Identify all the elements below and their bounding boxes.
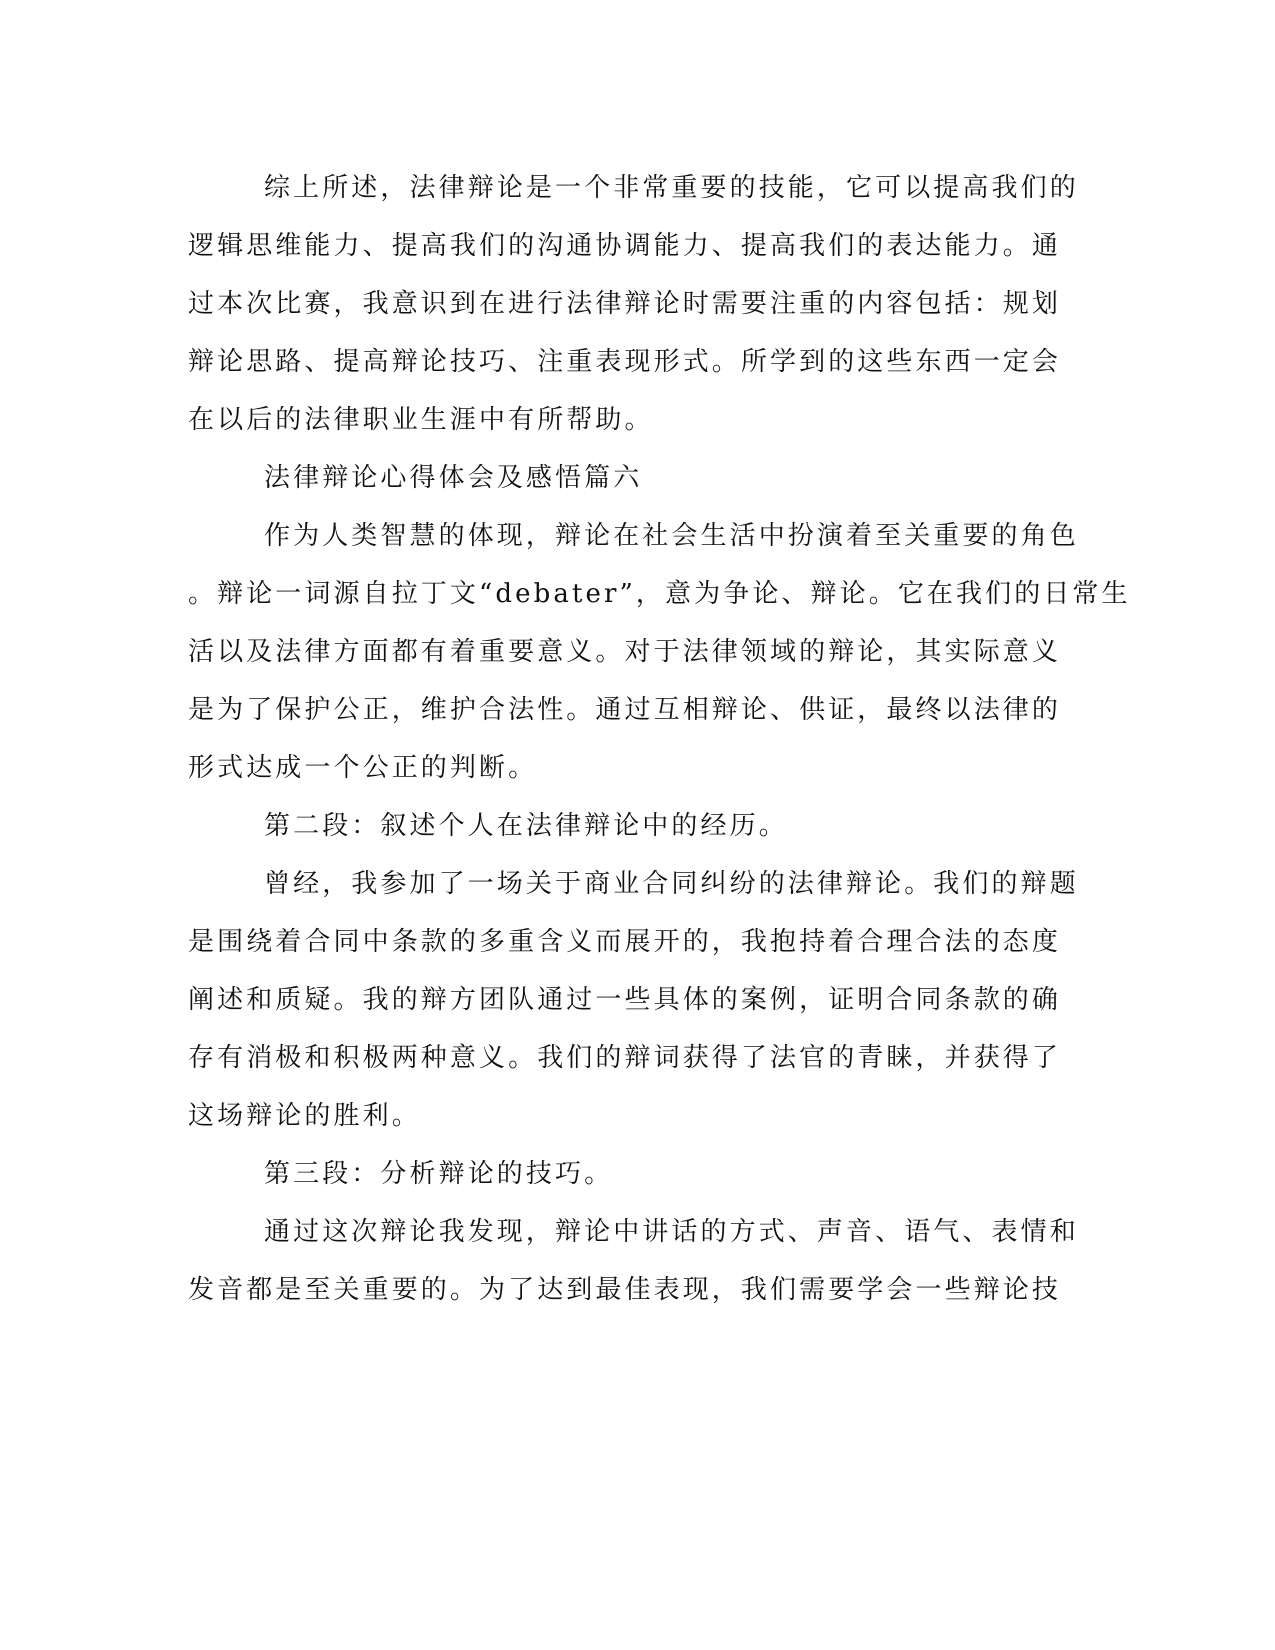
section-heading: 法律辩论心得体会及感悟篇六	[264, 463, 643, 493]
paragraph-line: 发音都是至关重要的。为了达到最佳表现，我们需要学会一些辩论技	[188, 1275, 1062, 1305]
paragraph-line: 作为人类智慧的体现，辩论在社会生活中扮演着至关重要的角色	[264, 521, 1079, 551]
paragraph-line: 过本次比赛，我意识到在进行法律辩论时需要注重的内容包括：规划	[188, 289, 1062, 319]
paragraph-line: 曾经，我参加了一场关于商业合同纠纷的法律辩论。我们的辩题	[264, 869, 1079, 899]
paragraph-line: 活以及法律方面都有着重要意义。对于法律领域的辩论，其实际意义	[188, 637, 1062, 667]
paragraph-line: 存有消极和积极两种意义。我们的辩词获得了法官的青睐，并获得了	[188, 1043, 1062, 1073]
paragraph-line: 是围绕着合同中条款的多重含义而展开的，我抱持着合理合法的态度	[188, 927, 1062, 957]
paragraph-line: 通过这次辩论我发现，辩论中讲话的方式、声音、语气、表情和	[264, 1217, 1079, 1247]
paragraph-line: 在以后的法律职业生涯中有所帮助。	[188, 405, 654, 435]
paragraph-line: 这场辩论的胜利。	[188, 1101, 421, 1131]
paragraph-line: 辩论思路、提高辩论技巧、注重表现形式。所学到的这些东西一定会	[188, 347, 1062, 377]
paragraph-line: 综上所述，法律辩论是一个非常重要的技能，它可以提高我们的	[264, 173, 1079, 203]
section-heading: 第二段：叙述个人在法律辩论中的经历。	[264, 811, 788, 841]
paragraph-line: 是为了保护公正，维护合法性。通过互相辩论、供证，最终以法律的	[188, 695, 1062, 725]
section-heading: 第三段：分析辩论的技巧。	[264, 1159, 614, 1189]
paragraph-line: 形式达成一个公正的判断。	[188, 753, 538, 783]
paragraph-line: 阐述和质疑。我的辩方团队通过一些具体的案例，证明合同条款的确	[188, 985, 1062, 1015]
paragraph-line: 逻辑思维能力、提高我们的沟通协调能力、提高我们的表达能力。通	[188, 231, 1062, 261]
paragraph-line: 。辩论一词源自拉丁文“debater”，意为争论、辩论。它在我们的日常生	[188, 579, 1131, 609]
